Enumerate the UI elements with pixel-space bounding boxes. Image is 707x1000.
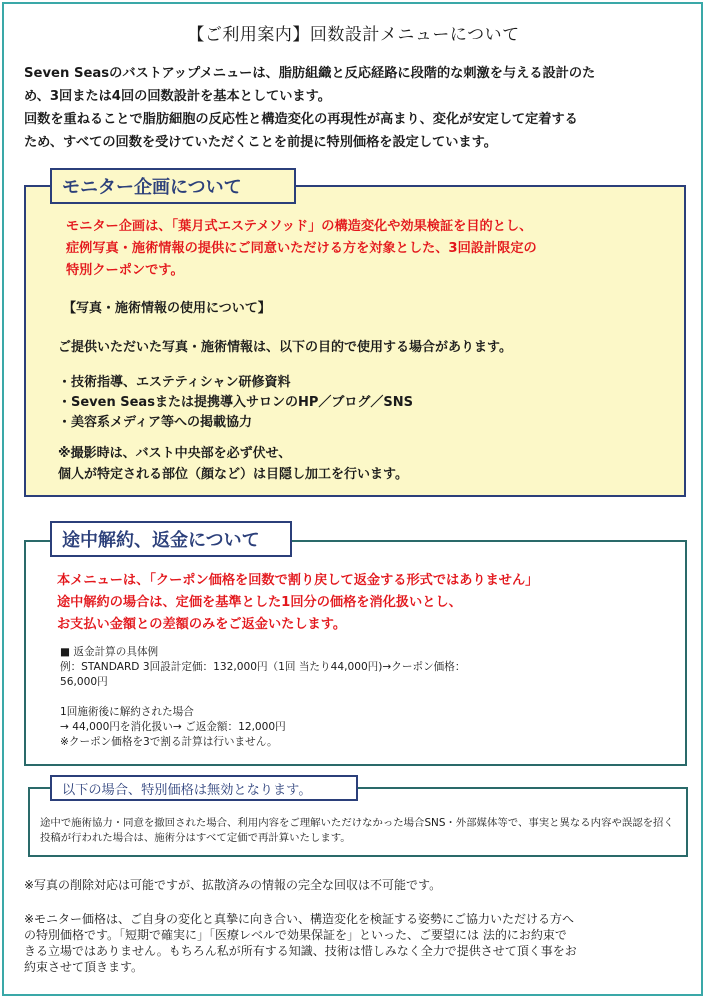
monitor-lead-line: 症例写真・施術情報の提供にご同意いただける方を対象とした、3回設計限定の (66, 241, 537, 256)
refund-lead (57, 570, 677, 636)
intro-line: ため、すべての回数を受けていただくことを前提に特別価格を設定しています。 (24, 135, 497, 150)
invalid-conditions-text: 途中で施術協力・同意を撤回された場合、利用内容をご理解いただけなかった場合SNS・外部媒体等で、事実と異なる内容や誤認を招く投稿が行われた場合は、施術分はすべて定価で再計算いたします。 (40, 817, 674, 844)
monitor-lead-line: 特別クーポンです。 (66, 263, 184, 278)
monitor-section-heading: モニター企画について (50, 168, 296, 204)
photo-usage-list (58, 373, 413, 433)
intro-text (24, 62, 690, 154)
note-line: ※モニター価格は、ご自身の変化と真摯に向き合い、構造変化を検証する姿勢にご協力いただける方へ (24, 912, 575, 926)
note-line: ※撮影時は、バスト中央部を必ず伏せ、 (58, 446, 292, 461)
page-title: 【ご利用案内】回数設計メニューについて (187, 25, 520, 45)
refund-lead-line: お支払い金額との差額のみをご返金いたします。 (57, 617, 347, 632)
list-item: ・美容系メディア等への掲載協力 (58, 415, 252, 430)
refund-lead-line: 途中解約の場合は、定価を基準とした1回分の価格を消化扱いとし、 (57, 595, 462, 610)
calc-line: 例：STANDARD 3回設計定価：132,000円（1回 当たり44,000円)→クーポン価格： (60, 661, 466, 673)
photo-usage-purpose: ご提供いただいた写真・施術情報は、以下の目的で使用する場合があります。 (58, 340, 512, 355)
calc-line: 56,000円 (60, 676, 108, 688)
intro-line: 回数を重ねることで脂肪細胞の反応性と構造変化の再現性が高まり、変化が安定して定着する (24, 112, 578, 127)
monitor-price-note (24, 911, 690, 975)
note-line: 個人が特定される部位（顔など）は目隠し加工を行います。 (58, 467, 408, 482)
calc-line: 1回施術後に解約された場合 (60, 706, 194, 718)
calc-line: ※クーポン価格を3で割る計算は行いません。 (60, 736, 278, 748)
calc-line: → 44,000円を消化扱い→ ご返金額：12,000円 (60, 721, 286, 733)
note-line: 約束させて頂きます。 (24, 960, 144, 974)
monitor-lead (66, 216, 666, 282)
refund-lead-line: 本メニューは、「クーポン価格を回数で割り戻して返金する形式ではありません」 (57, 573, 539, 588)
calc-heading: ■ 返金計算の具体例 (60, 646, 159, 658)
intro-line: Seven Seasのバストアップメニューは、脂肪組織と反応経路に段階的な刺激を与える設計のた (24, 66, 596, 81)
list-item: ・技術指導、エステティシャン研修資料 (58, 375, 291, 390)
photo-privacy-note (58, 443, 408, 485)
note-line: の特別価格です。「短期で確実に」「医療レベルで効果保証を」といった、ご要望には 法的にお約束で (24, 928, 567, 942)
refund-section-heading: 途中解約、返金について (50, 521, 292, 557)
intro-line: め、3回または4回の回数設計を基本としています。 (24, 89, 331, 104)
note-line: きる立場ではありません。もちろん私が所有する知識、技術は惜しみなく全力で提供させて頂く事をお (24, 944, 577, 958)
monitor-lead-line: モニター企画は、「葉月式エステメソッド」の構造変化や効果検証を目的とし、 (66, 219, 533, 234)
invalid-conditions-heading: 以下の場合、特別価格は無効となります。 (50, 775, 358, 801)
refund-calculation-example (60, 645, 600, 750)
photo-deletion-note: ※写真の削除対応は可能ですが、拡散済みの情報の完全な回収は不可能です。 (24, 878, 442, 892)
photo-usage-heading: 【写真・施術情報の使用について】 (63, 301, 271, 316)
list-item: ・Seven Seasまたは提携導入サロンのHP／ブログ／SNS (58, 395, 413, 410)
